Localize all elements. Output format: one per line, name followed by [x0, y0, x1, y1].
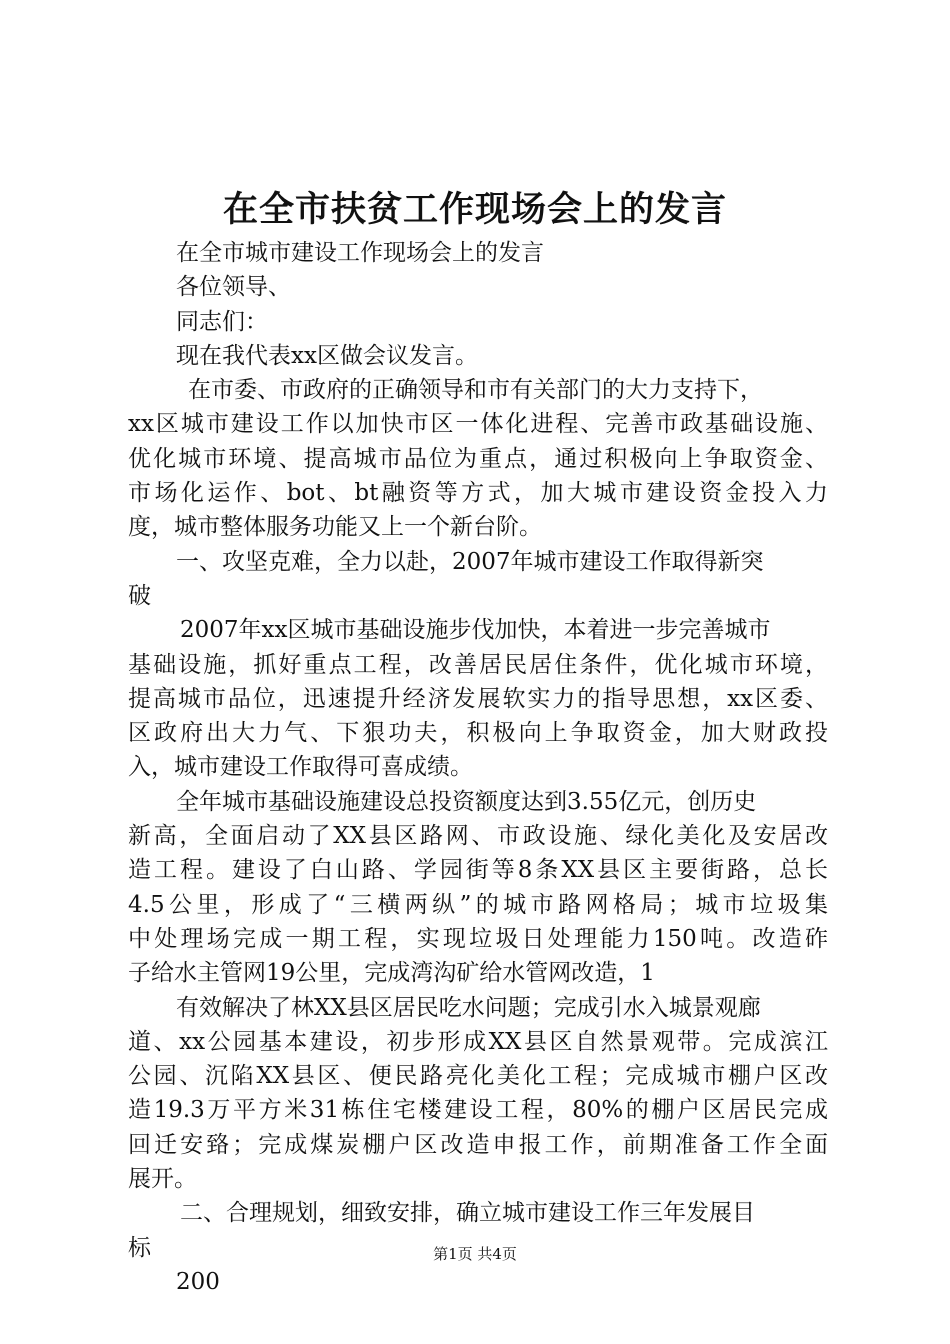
paragraph-line: 市场化运作、bot、bt融资等方式，加大城市建设资金投入力 — [128, 480, 828, 507]
paragraph-line: 子给水主管网19公里，完成湾沟矿给水管网改造，1 — [128, 960, 655, 987]
paragraph-line: 全年城市基础设施建设总投资额度达到3.55亿元，创历史 — [176, 788, 757, 815]
paragraph-line: 在市委、市政府的正确领导和市有关部门的大力支持下， — [188, 377, 763, 404]
section-heading-line: 一、攻坚克难，全力以赴，2007年城市建设工作取得新突 — [176, 548, 764, 575]
paragraph-line: 有效解决了林XX县区居民吃水问题；完成引水入城景观廊 — [176, 994, 761, 1021]
paragraph-line: 回迁安臵；完成煤炭棚户区改造申报工作，前期准备工作全面 — [128, 1131, 828, 1158]
paragraph-line: 4.5公里，形成了“三横两纵”的城市路网格局；城市垃圾集 — [128, 891, 828, 918]
section-heading-line: 二、合理规划，细致安排，确立城市建设工作三年发展目 — [180, 1200, 755, 1227]
greeting-line: 各位领导、 — [176, 274, 291, 301]
paragraph-line: 道、xx公园基本建设，初步形成XX县区自然景观带。完成滨江 — [128, 1028, 828, 1055]
section-heading-line: 标 — [128, 1234, 151, 1261]
paragraph-line: 造工程。建设了白山路、学园街等8条XX县区主要街路，总长 — [128, 857, 828, 884]
paragraph-line: 中处理场完成一期工程，实现垃圾日处理能力150吨。改造砟 — [128, 925, 828, 952]
paragraph-line: 展开。 — [128, 1166, 197, 1193]
paragraph-line: 公园、沉陷XX县区、便民路亮化美化工程；完成城市棚户区改 — [128, 1063, 828, 1090]
document-title: 在全市扶贫工作现场会上的发言 — [222, 189, 727, 230]
paragraph-line: 度，城市整体服务功能又上一个新台阶。 — [128, 514, 542, 541]
document-body — [128, 236, 828, 1299]
paragraph-line: 区政府出大力气、下狠功夫，积极向上争取资金，加大财政投 — [128, 720, 828, 747]
speech-heading-line: 在全市城市建设工作现场会上的发言 — [176, 240, 544, 266]
paragraph-line: 基础设施，抓好重点工程，改善居民居住条件，优化城市环境， — [128, 651, 828, 678]
paragraph-line: 提高城市品位，迅速提升经济发展软实力的指导思想，xx区委、 — [128, 685, 828, 712]
greeting-line: 同志们： — [176, 308, 268, 335]
paragraph-line: 入，城市建设工作取得可喜成绩。 — [128, 754, 473, 781]
paragraph-line: 造19.3万平方米31栋住宅楼建设工程，80%的棚户区居民完成 — [128, 1097, 828, 1124]
paragraph-line: 新高，全面启动了XX县区路网、市政设施、绿化美化及安居改 — [128, 823, 828, 850]
paragraph-line: 200 — [176, 1268, 220, 1295]
paragraph-line: 2007年xx区城市基础设施步伐加快，本着进一步完善城市 — [180, 617, 771, 644]
paragraph-line: xx区城市建设工作以加快市区一体化进程、完善市政基础设施、 — [128, 411, 828, 438]
paragraph-line: 优化城市环境、提高城市品位为重点，通过积极向上争取资金、 — [128, 445, 828, 472]
page-number-footer: 第1页 共4页 — [433, 1245, 517, 1263]
section-heading-line: 破 — [128, 582, 151, 609]
paragraph-line: 现在我代表xx区做会议发言。 — [176, 342, 478, 369]
